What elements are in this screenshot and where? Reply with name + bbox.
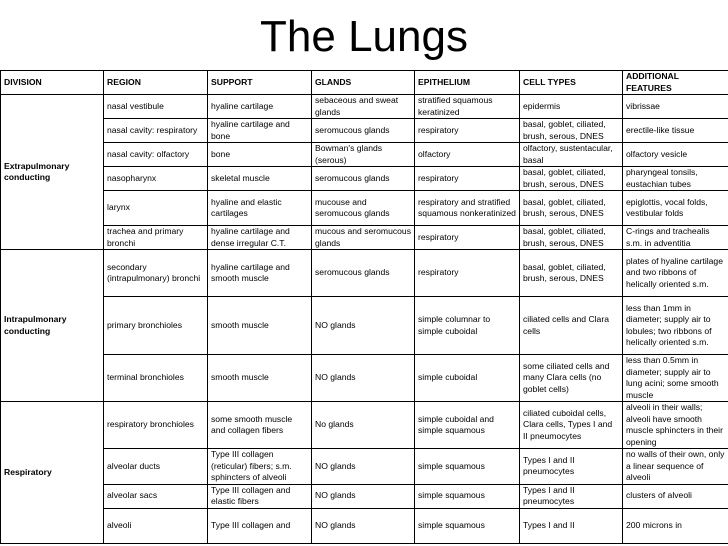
features-cell: plates of hyaline cartilage and two ribbons of helically oriented s.m.: [623, 250, 728, 297]
glands-cell: No glands: [312, 402, 415, 449]
support-cell: Type III collagen and: [208, 508, 312, 543]
features-cell: olfactory vesicle: [623, 143, 728, 167]
epithelium-cell: respiratory and stratified squamous nonkeratinized: [415, 191, 520, 226]
support-cell: skeletal muscle: [208, 167, 312, 191]
region-cell: alveolar ducts: [104, 449, 208, 485]
region-cell: respiratory bronchioles: [104, 402, 208, 449]
cell-types-cell: ciliated cells and Clara cells: [520, 297, 623, 355]
division-cell: Extrapulmonary conducting: [1, 95, 104, 250]
table-row: [1, 449, 728, 485]
table-row: [1, 402, 728, 449]
region-cell: larynx: [104, 191, 208, 226]
region-cell: trachea and primary bronchi: [104, 226, 208, 250]
features-cell: no walls of their own, only a linear sequence of alveoli: [623, 449, 728, 485]
features-cell: clusters of alveoli: [623, 484, 728, 508]
epithelium-cell: simple cuboidal: [415, 355, 520, 402]
region-cell: terminal bronchioles: [104, 355, 208, 402]
cell-types-cell: basal, goblet, ciliated, brush, serous, DNES: [520, 250, 623, 297]
support-cell: hyaline cartilage and smooth muscle: [208, 250, 312, 297]
division-cell: Intrapulmonary conducting: [1, 250, 104, 402]
support-cell: hyaline cartilage and bone: [208, 119, 312, 143]
cell-types-cell: basal, goblet, ciliated, brush, serous, DNES: [520, 119, 623, 143]
glands-cell: NO glands: [312, 449, 415, 485]
glands-cell: NO glands: [312, 508, 415, 543]
epithelium-cell: simple columnar to simple cuboidal: [415, 297, 520, 355]
table-row: [1, 226, 728, 250]
epithelium-cell: simple squamous: [415, 484, 520, 508]
table-row: [1, 95, 728, 119]
header-division: DIVISION: [1, 71, 104, 95]
region-cell: nasal cavity: respiratory: [104, 119, 208, 143]
glands-cell: seromucous glands: [312, 250, 415, 297]
features-cell: pharyngeal tonsils, eustachian tubes: [623, 167, 728, 191]
table-row: [1, 191, 728, 226]
header-row: [1, 71, 728, 95]
cell-types-cell: basal, goblet, ciliated, brush, serous, DNES: [520, 191, 623, 226]
support-cell: Type III collagen and elastic fibers: [208, 484, 312, 508]
features-cell: alveoli in their walls; alveoli have smooth muscle sphincters in their opening: [623, 402, 728, 449]
cell-types-cell: ciliated cuboidal cells, Clara cells, Types I and II pneumocytes: [520, 402, 623, 449]
features-cell: 200 microns in: [623, 508, 728, 543]
header-cell-types: CELL TYPES: [520, 71, 623, 95]
features-cell: erectile-like tissue: [623, 119, 728, 143]
cell-types-cell: some ciliated cells and many Clara cells (no goblet cells): [520, 355, 623, 402]
cell-types-cell: epidermis: [520, 95, 623, 119]
table-row: [1, 297, 728, 355]
glands-cell: seromucous glands: [312, 167, 415, 191]
region-cell: nasal vestibule: [104, 95, 208, 119]
lungs-table: [0, 70, 728, 544]
epithelium-cell: respiratory: [415, 167, 520, 191]
epithelium-cell: respiratory: [415, 119, 520, 143]
header-region: REGION: [104, 71, 208, 95]
epithelium-cell: simple cuboidal and simple squamous: [415, 402, 520, 449]
region-cell: alveoli: [104, 508, 208, 543]
support-cell: hyaline cartilage and dense irregular C.T.: [208, 226, 312, 250]
region-cell: nasopharynx: [104, 167, 208, 191]
region-cell: alveolar sacs: [104, 484, 208, 508]
cell-types-cell: basal, goblet, ciliated, brush, serous, DNES: [520, 226, 623, 250]
header-additional-features: ADDITIONAL FEATURES: [623, 71, 728, 95]
features-cell: vibrissae: [623, 95, 728, 119]
glands-cell: mucous and seromucous glands: [312, 226, 415, 250]
support-cell: smooth muscle: [208, 297, 312, 355]
support-cell: smooth muscle: [208, 355, 312, 402]
region-cell: secondary (intrapulmonary) bronchi: [104, 250, 208, 297]
epithelium-cell: stratified squamous keratinized: [415, 95, 520, 119]
table-row: [1, 143, 728, 167]
table-row: [1, 508, 728, 543]
glands-cell: Bowman's glands (serous): [312, 143, 415, 167]
features-cell: less than 1mm in diameter; supply air to lobules; two ribbons of helically oriented s.m.: [623, 297, 728, 355]
table-row: [1, 167, 728, 191]
glands-cell: sebaceous and sweat glands: [312, 95, 415, 119]
support-cell: some smooth muscle and collagen fibers: [208, 402, 312, 449]
support-cell: bone: [208, 143, 312, 167]
glands-cell: seromucous glands: [312, 119, 415, 143]
header-epithelium: EPITHELIUM: [415, 71, 520, 95]
region-cell: primary bronchioles: [104, 297, 208, 355]
cell-types-cell: Types I and II pneumocytes: [520, 484, 623, 508]
cell-types-cell: olfactory, sustentacular, basal: [520, 143, 623, 167]
table-row: [1, 119, 728, 143]
glands-cell: NO glands: [312, 355, 415, 402]
support-cell: Type III collagen (reticular) fibers; s.m. sphincters of alveoli: [208, 449, 312, 485]
table-row: [1, 355, 728, 402]
features-cell: epiglottis, vocal folds, vestibular folds: [623, 191, 728, 226]
cell-types-cell: basal, goblet, ciliated, brush, serous, DNES: [520, 167, 623, 191]
epithelium-cell: respiratory: [415, 250, 520, 297]
cell-types-cell: Types I and II pneumocytes: [520, 449, 623, 485]
epithelium-cell: olfactory: [415, 143, 520, 167]
table-row: [1, 250, 728, 297]
glands-cell: mucouse and seromucous glands: [312, 191, 415, 226]
glands-cell: NO glands: [312, 484, 415, 508]
cell-types-cell: Types I and II: [520, 508, 623, 543]
table-row: [1, 484, 728, 508]
epithelium-cell: simple squamous: [415, 508, 520, 543]
support-cell: hyaline cartilage: [208, 95, 312, 119]
features-cell: less than 0.5mm in diameter; supply air to lung acini; some smooth muscle: [623, 355, 728, 402]
epithelium-cell: simple squamous: [415, 449, 520, 485]
header-support: SUPPORT: [208, 71, 312, 95]
division-cell: Respiratory: [1, 402, 104, 544]
features-cell: C-rings and trachealis s.m. in adventitia: [623, 226, 728, 250]
slide-title: The Lungs: [260, 12, 468, 61]
header-glands: GLANDS: [312, 71, 415, 95]
region-cell: nasal cavity: olfactory: [104, 143, 208, 167]
support-cell: hyaline and elastic cartilages: [208, 191, 312, 226]
glands-cell: NO glands: [312, 297, 415, 355]
epithelium-cell: respiratory: [415, 226, 520, 250]
